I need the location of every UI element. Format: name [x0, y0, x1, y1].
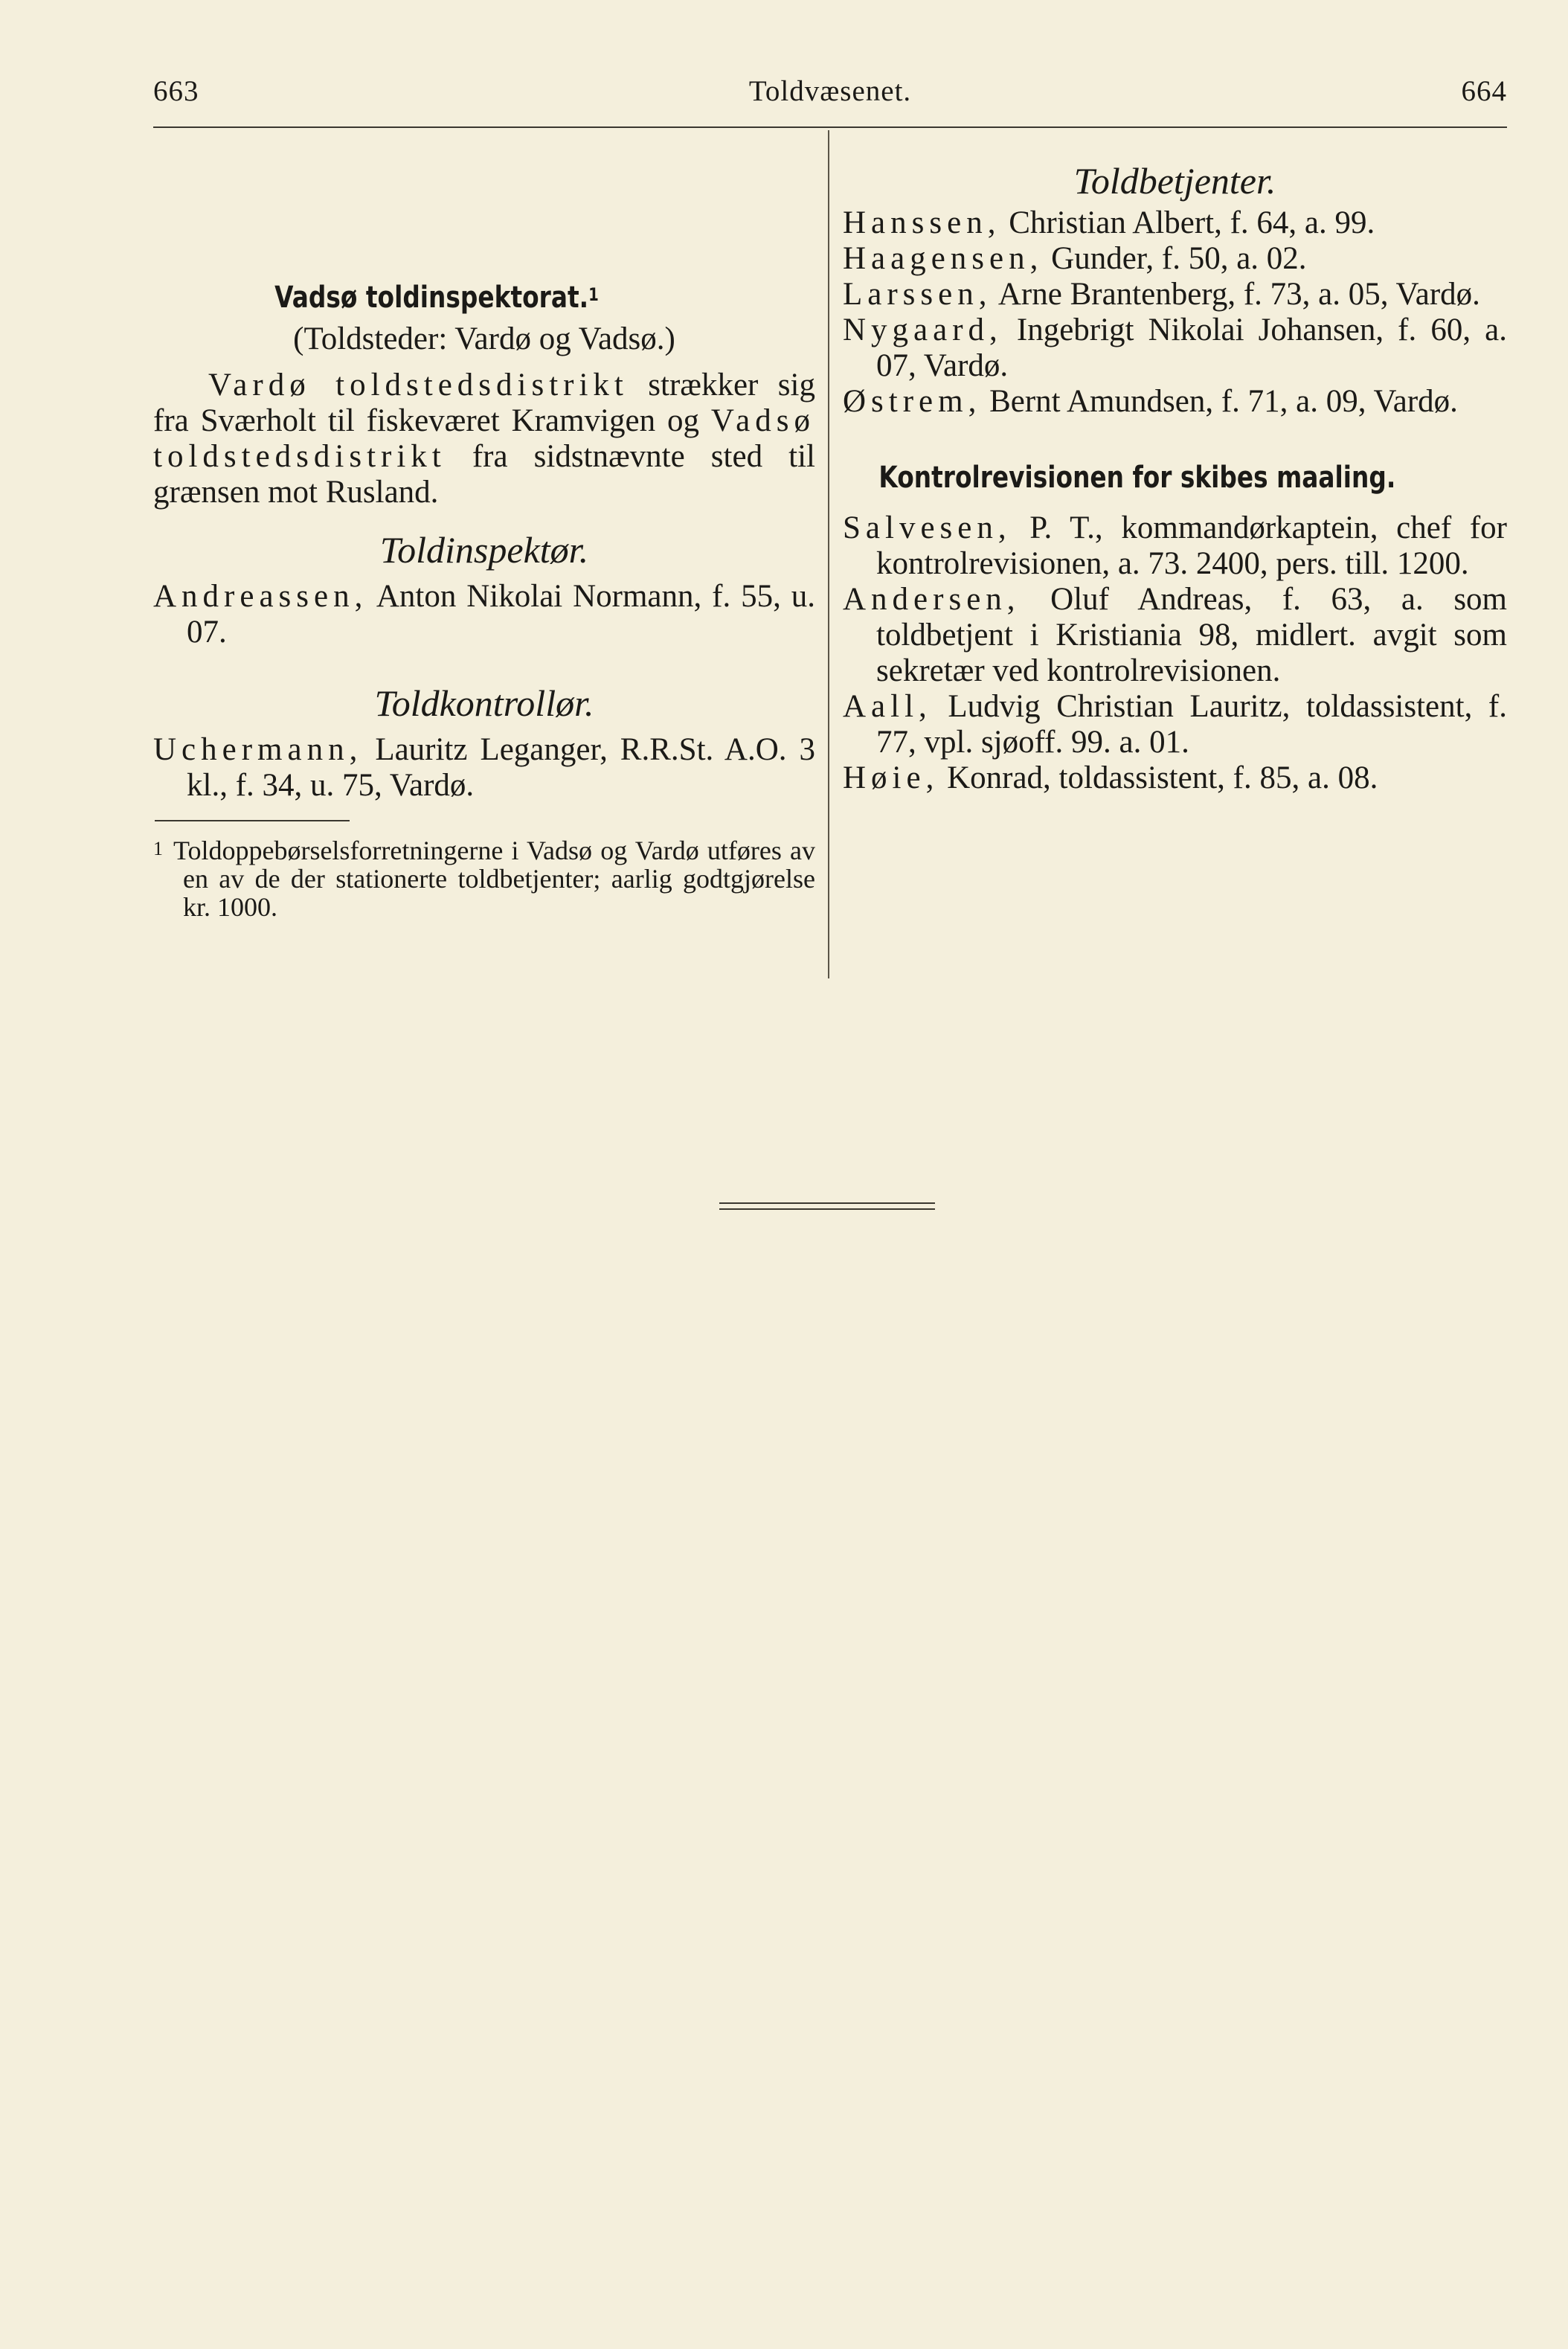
entry-details: Christian Albert, f. 64, a. 99. [1000, 205, 1375, 240]
running-title: Toldvæsenet. [748, 75, 912, 107]
district-name-vardo: Vardø toldstedsdistrikt [208, 368, 629, 403]
column-divider [828, 130, 829, 978]
entry-name: Andersen, [843, 582, 1021, 617]
inspectorate-heading [153, 275, 696, 320]
section-toldinspektor: Toldinspektør. [379, 529, 589, 571]
entry-details: Ingebrigt Nikolai Johansen, f. 60, a. 07, Vardø. [876, 313, 1507, 383]
entry-name: Aall, [843, 689, 932, 724]
inspectorate-heading-text: Vadsø toldinspektorat. [274, 281, 589, 315]
entry-details: Bernt Amundsen, f. 71, a. 09, Vardø. [981, 384, 1458, 419]
left-page-number: 663 [153, 75, 199, 107]
footnote-text: Toldoppebørselsforretningerne i Vadsø og Vardø utføres av en av de der stationerte toldbetjenter; aarlig godtgjørelse kr. 1000. [173, 836, 815, 922]
header-rule [153, 126, 1507, 128]
footnote [153, 836, 815, 921]
person-entry [843, 205, 1507, 241]
entry-name: Salvesen, [843, 510, 1012, 545]
entry-name: Uchermann, [153, 732, 363, 767]
kontrolrevisionen-list [843, 510, 1507, 796]
person-entry [843, 689, 1507, 760]
district-text-2: fra sidstnævnte sted til grænsen mot Rusland. [153, 439, 815, 510]
entry-details: Ludvig Christian Lauritz, toldassistent, f. 77, vpl. sjøoff. 99. a. 01. [876, 689, 1507, 760]
entry-details: Gunder, f. 50, a. 02. [1043, 241, 1307, 276]
entry-name: Larssen, [843, 277, 992, 312]
right-column [843, 134, 1507, 796]
person-entry [843, 241, 1507, 277]
section-toldkontrollor: Toldkontrollør. [374, 682, 594, 724]
footnote-mark: 1 [153, 838, 163, 859]
running-header [153, 74, 1507, 112]
person-entry [843, 510, 1507, 582]
entry-details: Anton Nikolai Normann, f. 55, u. 07. [187, 579, 815, 650]
entry-name: Østrem, [843, 384, 982, 419]
person-entry [843, 760, 1507, 796]
entry-details: Lauritz Leganger, R.R.St. A.O. 3 kl., f. 34, u. 75, Vardø. [187, 732, 815, 803]
person-entry [843, 277, 1507, 313]
heading-footnote-mark: 1 [588, 284, 599, 305]
toldbetjenter-list [843, 205, 1507, 420]
entry-andreassen [153, 579, 815, 650]
entry-details: P. T., kommandørkaptein, chef for kontrolrevisionen, a. 73. 2400, pers. till. 1200. [876, 510, 1507, 581]
entry-name: Hanssen, [843, 205, 1001, 240]
left-column [153, 134, 815, 921]
entry-name: Haagensen, [843, 241, 1044, 276]
person-entry [843, 313, 1507, 384]
entry-uchermann [153, 732, 815, 804]
entry-name: Andreassen, [153, 579, 368, 614]
district-name-vadso: Vadsø toldstedsdistrikt [153, 403, 815, 474]
district-text-1: strækker sig fra Sværholt til fiskeværet Kramvigen og [153, 368, 815, 438]
entry-name: Høie, [843, 760, 939, 795]
section-toldbetjenter: Toldbetjenter. [1073, 160, 1276, 202]
end-of-section-rule [719, 1202, 935, 1214]
section-kontrolrevisionen: Kontrolrevisionen for skibes maaling. [878, 461, 1396, 495]
footnote-rule [155, 820, 350, 821]
entry-details: Konrad, toldassistent, f. 85, a. 08. [939, 760, 1378, 795]
right-page-number: 664 [1461, 75, 1507, 107]
entry-name: Nygaard, [843, 313, 1003, 347]
district-paragraph [153, 368, 815, 510]
entry-details: Arne Brantenberg, f. 73, a. 05, Vardø. [992, 277, 1480, 312]
entry-details: Oluf Andreas, f. 63, a. som toldbetjent i Kristiania 98, midlert. avgit som sekretær ved kontrolrevisionen. [876, 582, 1507, 688]
person-entry [843, 384, 1507, 420]
person-entry [843, 582, 1507, 689]
toldsteder-line: (Toldsteder: Vardø og Vadsø.) [293, 321, 675, 356]
